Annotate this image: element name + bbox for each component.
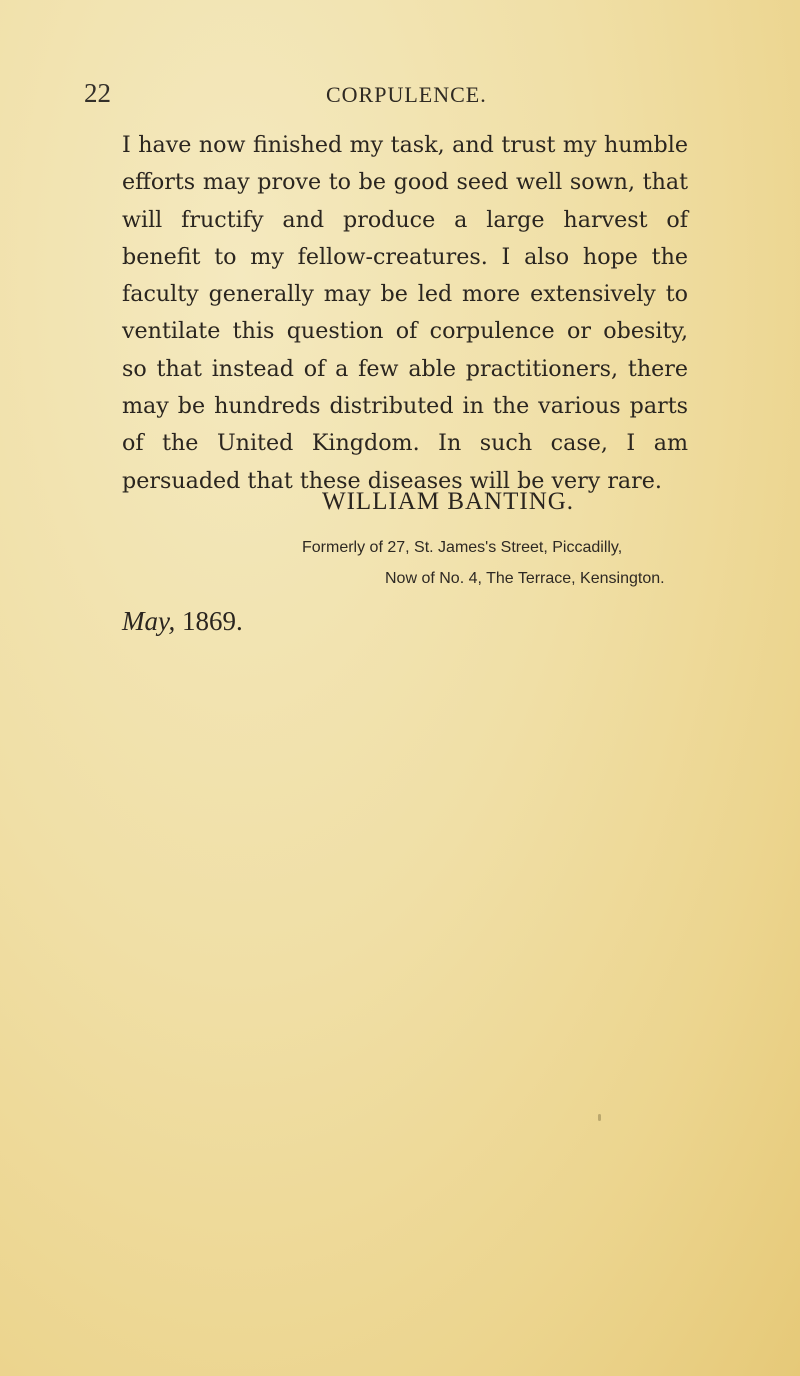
dateline-year: 1869. xyxy=(182,606,243,636)
paper-speck xyxy=(598,1114,601,1121)
signature-address-former: Formerly of 27, St. James's Street, Piccadilly, xyxy=(302,539,623,556)
dateline-month: May, xyxy=(122,606,176,636)
body-paragraph: I have now finished my task, and trust my humble efforts may prove to be good seed well sown, that will fructify and produce a large harvest of benefit to my fellow-creatures. I also hope the faculty generally may be led more extensively to ventilate this question of corpulence or obesity, so that instead of a few able practitioners, there may be hundreds distributed in the various parts of the United Kingdom. In such case, I am persuaded that these diseases will be very rare. xyxy=(122,132,688,494)
signature-address-current: Now of No. 4, The Terrace, Kensington. xyxy=(385,570,665,587)
signature-name: WILLIAM BANTING. xyxy=(322,488,575,515)
dateline xyxy=(122,606,243,637)
page-number: 22 xyxy=(84,78,111,108)
running-head: CORPULENCE. xyxy=(326,82,487,107)
page-header xyxy=(84,78,684,112)
